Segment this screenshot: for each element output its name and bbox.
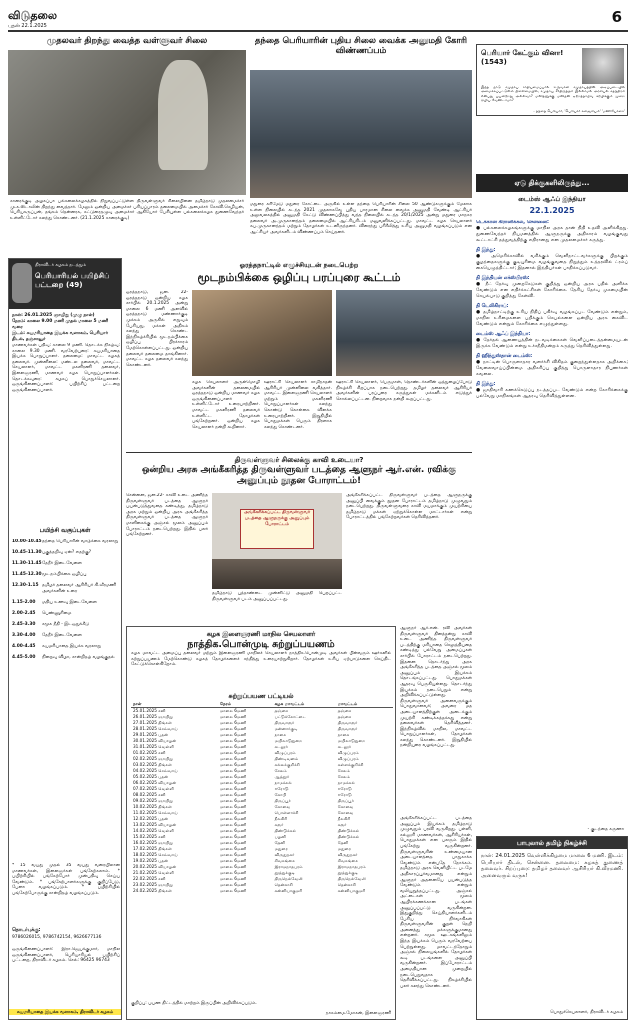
- photo-caption: தமிழ்நாடு புத்தாண்டை முன்னிட்டு அனுமதி பெறப்பட்ட திருவள்ளுவர் படம் அனுப்பப்பட்டது.: [212, 591, 342, 602]
- digest-item: [476, 220, 628, 244]
- tour-table: [131, 701, 393, 894]
- schedule-topic: தேநீர் இடைவேளை: [42, 633, 82, 638]
- schedule-time: 10.00-10.45: [12, 539, 42, 544]
- table-cell: 23.02.2025 ஞாயிறு: [133, 882, 173, 887]
- training-schedule: [12, 539, 120, 859]
- training-box: [8, 258, 122, 1020]
- schedule-row: [12, 600, 120, 606]
- table-cell: மாலை 6மணி: [219, 828, 247, 833]
- table-cell: நீலகிரி: [337, 816, 351, 821]
- table-cell: கடலூர்: [274, 744, 288, 749]
- schedule-title: பயிற்சி வகுப்புகள்: [39, 527, 91, 534]
- table-cell: மாலை 6மணி: [219, 804, 247, 809]
- table-cell: 25.01.2025 சனி: [133, 708, 166, 713]
- table-cell: தென்காசி: [274, 882, 293, 887]
- table-cell: 07.02.2025 வெள்ளி: [133, 786, 174, 791]
- table-cell: ஈரோடு: [274, 786, 289, 791]
- schedule-row: [12, 655, 120, 661]
- table-cell: மாலை 6மணி: [219, 876, 247, 881]
- table-cell: மாலை 6மணி: [219, 840, 247, 845]
- tour-signature: நாகம்மை.மோகன், இளைஞரணி: [325, 1011, 391, 1016]
- digest-item: [476, 332, 628, 350]
- table-cell: மாலை 6மணி: [219, 834, 247, 839]
- digest-source: டைம்ஸ் ஆஃப் இந்தியா:: [476, 332, 531, 337]
- table-cell: தஞ்சை: [274, 708, 289, 713]
- schedule-time: 2.00-2.45: [12, 611, 36, 616]
- table-cell: தேனி: [337, 840, 349, 845]
- table-cell: 24.02.2025 திங்கள்: [133, 888, 172, 893]
- table-cell: 21.02.2025 வெள்ளி: [133, 870, 174, 875]
- list-title: சுற்றுப்பயண பட்டியல்: [228, 692, 294, 700]
- table-cell: மாலை 6மணி: [219, 810, 247, 815]
- training-body: மாணவர்கள் பதிவு: காலை 9 மணி. தொடக்க நிகழ்வு: காலை 9.30 மணி. வரவேற்புரை: சுயமரியாதை இயக்க பொறுப்பாளர். தலைமை: மாவட்ட கழகத் தலைவர். முன்னிலை: மண்டல தலைவர், மாவட்ட செயலாளர், மாவட்ட மகளிரணி தலைவர், இளைஞரணி, மாணவர் கழக பொறுப்பாளர்கள். தொடக்கவுரை: கழகப் பொதுச்செயலாளர். ஒருங்கிணைப்பாளர்: பயிற்சிப் பட்டறை ஒருங்கிணைப்பாளர்.: [12, 343, 120, 393]
- table-cell: திருநெல்வேலி: [337, 876, 366, 881]
- schedule-time: 3.30-4.00: [12, 633, 36, 638]
- table-cell: திருவாரூர்: [274, 720, 295, 725]
- digest-date: 22.1.2025: [529, 206, 575, 215]
- training-meta: [12, 313, 120, 343]
- table-cell: மாலை 6மணி: [219, 738, 247, 743]
- schedule-time: 4.00-4.45: [12, 644, 36, 649]
- table-cell: விருதுநகர்: [274, 852, 295, 857]
- table-cell: கோபி: [274, 792, 287, 797]
- training-meta-line: நேரம்: காலை 9.00 மணி முதல் மாலை 5 மணி வரை: [12, 319, 109, 330]
- schedule-row: [12, 572, 120, 578]
- headline: முதலவர் திறந்து வைத்த வள்ளுவர் சிலை: [46, 36, 208, 46]
- table-cell: 05.02.2025 புதன்: [133, 774, 169, 779]
- table-cell: மாலை 6மணி: [219, 714, 247, 719]
- digest-text: ● பல்கலைக்கழகங்களுக்கு மாநில அரசு தான் நிதி உதவி அளிக்கிறது. துணைவேந்தர் நியமனத்தில் ஆளுநருக்கு அதிகாரம் வழங்குவது கூட்டாட்சி தத்துவத்திற்கு எதிரானது என முதலமைச்சர் கருத்து.: [476, 226, 628, 243]
- schedule-time: 4.45-5.00: [12, 655, 36, 660]
- table-row: [131, 888, 393, 894]
- table-cell: கடலூர்: [337, 744, 352, 749]
- table-cell: மாலை 6மணி: [219, 744, 247, 749]
- digest-source: தி ஹிந்துஸ்தான் டைம்ஸ்:: [476, 354, 533, 359]
- body-col-2: கழக செயலாளர் அருள்மொழி அவர்களின் தலைமையில் ஓரத்தநாடு ஒன்றிய மாணவர் கழக ஒருங்கிணைப்பாளர் உள்ளிட்டோர் உரையாற்றினர். மாவட்ட மகளிரணி தலைவர் உள்ளிட்ட தோழர்கள் பங்கேற்றனர். ஒன்றிய கழக செயலாளர் நன்றி கூறினார்.: [192, 380, 260, 430]
- organizers: ஒருங்கிணைப்பாளர்: இரா.ஜெயக்குமார், மாநில ஒருங்கிணைப்பாளர், பெரியாரியல் பயிற்சிப் பட்டறை, திராவிடர் கழகம். செல்: 96425 96743: [12, 947, 120, 964]
- schedule-topic: தந்தை பெரியாரின் வாழ்க்கை வரலாறு: [42, 539, 119, 544]
- table-cell: 19.02.2025 புதன்: [133, 858, 169, 863]
- event-body: நாள்: 24.01.2025 வெள்ளிக்கிழமை மாலை 6 மணி. இடம்: பெரியார் திடல், சென்னை. தலைமை: கழகத் துணைத் தலைவர். சிறப்புரை: தமிழர் தலைவர் ஆசிரியர் கி.வீரமணி. அனைவரும் வருக!: [481, 853, 623, 879]
- table-cell: விருதுநகர்: [337, 852, 358, 857]
- digest-source: தி டெலிகிராப்:: [476, 304, 509, 309]
- table-cell: நாமக்கல்: [274, 780, 292, 785]
- table-cell: மாலை 6மணி: [219, 864, 247, 869]
- periyar-portrait: [582, 48, 624, 84]
- contact-numbers: 9786026015, 9786742154, 9626677136: [12, 935, 102, 940]
- table-header-cell: நாள்: [131, 701, 218, 708]
- table-cell: 03.02.2025 திங்கள்: [133, 762, 172, 767]
- table-cell: இராமநாதபுரம்: [337, 864, 366, 869]
- table-cell: மாலை 6மணி: [219, 792, 247, 797]
- table-cell: ஈரோடு: [337, 786, 352, 791]
- schedule-topic: பெண்ணுரிமை: [42, 611, 72, 616]
- tour-footer: குறிப்பு: பயண திட்டத்தில் மாற்றம் இருப்பின் அறிவிக்கப்படும்.: [131, 1001, 257, 1007]
- digest-text: ● ஜாதிவாரி கணக்கெடுப்பு நடத்தப்பட வேண்டும் என்ற கோரிக்கைக்கு பல்வேறு மாநிலங்கள் ஆதரவு தெரிவித்துள்ளன.: [476, 388, 628, 399]
- table-cell: சேலம்: [337, 774, 350, 779]
- tour-intro: கழக மாவட்ட அமைப்பு தலைவர் மற்றும் இளைஞரணி மாநிலச் செயலாளர் நாத்திக.பொன்முடி அவர்கள் பின்வரும் ஊர்களில் சுற்றுப்பயணம் மேற்கொண்டு கழகத் தோழர்களைச் சந்தித்து உரையாற்றுகிறார். தோழர்கள் உரிய ஏற்பாடுகளை செய்திட கேட்டுக்கொள்கிறோம்.: [131, 651, 391, 668]
- table-cell: 29.01.2025 புதன்: [133, 732, 169, 737]
- petition-photo: [250, 70, 472, 198]
- table-cell: பட்டுக்கோட்டை: [274, 714, 306, 719]
- schedule-row: [12, 633, 120, 639]
- statue-photo: [8, 50, 246, 195]
- table-cell: தேனி: [274, 840, 286, 845]
- schedule-time: 11.45-12.30: [12, 572, 42, 577]
- meeting-photo-1: [192, 290, 332, 376]
- table-cell: திருநெல்வேலி: [274, 876, 303, 881]
- table-cell: திருப்பூர்: [274, 798, 291, 803]
- training-org: திராவிடர் கழகம் நடத்தும்: [35, 263, 86, 268]
- article-periyar-statue: [250, 36, 472, 258]
- continuation-column: [400, 626, 472, 1020]
- table-cell: 10.02.2025 திங்கள்: [133, 804, 172, 809]
- table-header-cell: கழக மாவட்டம்: [273, 701, 336, 708]
- table-cell: 04.02.2025 செவ்வாய்: [133, 768, 178, 773]
- table-cell: மாலை 6மணி: [219, 852, 247, 857]
- table-cell: மயிலாடுதுறை: [274, 738, 303, 743]
- schedule-topic: சுயமரியாதை இயக்க வரலாறு: [42, 644, 101, 649]
- digest-text: ● அமெரிக்காவில் வசிக்கும் வெளிநாட்டவர்களுக்கு பிறக்கும் குழந்தைகளுக்கு குடியுரிமை வழங்குவதை நிறுத்தும் உத்தரவில் ட்ரம்ப் கையெழுத்திட்டார்; இதனால் இந்தியர்கள் பாதிக்கப்படுவர்.: [476, 254, 628, 271]
- digest-item: [476, 248, 628, 272]
- table-cell: 11.02.2025 செவ்வாய்: [133, 810, 178, 815]
- table-cell: மாலை 6மணி: [219, 822, 247, 827]
- kicker: திருவள்ளுவர் சிலைக்கு காவி உடையா?: [234, 456, 364, 464]
- digest-banner: [476, 174, 628, 192]
- digest-source: டெக்கான் கிரானிக்கல், சென்னை:: [476, 220, 549, 225]
- table-cell: தென்காசி: [337, 882, 356, 887]
- table-cell: 06.02.2025 வியாழன்: [133, 780, 177, 785]
- schedule-time: 10.45-11.30: [12, 550, 42, 555]
- table-cell: மதுரை: [274, 846, 288, 851]
- article-valluvar-statue: [8, 36, 246, 258]
- digest-item: [476, 354, 628, 378]
- table-cell: விழுப்புரம்: [337, 756, 359, 761]
- table-cell: 01.02.2025 சனி: [133, 750, 166, 755]
- table-cell: 27.01.2025 திங்கள்: [133, 720, 172, 725]
- schedule-topic: பகுத்தறிவு ஏன்? எதற்கு?: [42, 550, 92, 555]
- body-col-2: அங்கீகரிக்கப்பட்ட திருவள்ளுவர் படத்தை ஆளுநருக்கு அனுப்பி வைக்கும் நூதன போராட்டம் தமிழ்நாடு முழுவதும் நடைபெற்றது. திருவள்ளுவரை காவி மயமாக்கும் முயற்சியை தமிழ்நாடு மக்கள் ஏற்றுக்கொள்ள மாட்டார்கள் என்று போராட்டத்தில் பங்கேற்றவர்கள் தெரிவித்தனர்.: [346, 493, 472, 521]
- schedule-row: [12, 550, 120, 556]
- table-cell: கல்லக்குறிச்சி: [274, 762, 300, 767]
- quote-title: பெரியார் கேட்கும் வினா! (1543): [481, 49, 564, 66]
- kicker: ஓரத்தநாட்டில் எழுச்சியுடன் நடைபெற்ற: [239, 261, 359, 269]
- protest-banner: அங்கீகரிக்கப்பட்ட திருவள்ளுவர் படத்தை ஆளுநருக்கு அனுப்பும் போராட்டம்: [240, 509, 314, 549]
- table-cell: 02.02.2025 ஞாயிறு: [133, 756, 173, 761]
- table-cell: சிவகங்கை: [274, 858, 295, 863]
- digest-heading: டைம்ஸ் ஆஃப் இந்தியா: [518, 196, 586, 203]
- training-notes: * 15 வயது முதல் 35 வயது வரையிலான மாணவர்கள், இளைஞர்கள் பங்கேற்கலாம். * பயிற்சியில் பங்கேற்போர் முன்பதிவு செய்ய வேண்டும். * பங்கேற்பாளர்களுக்கு குறிப்பேடு, பேனா வழங்கப்படும். * பயிற்சியில் பங்கேற்போருக்கு சான்றிதழ் வழங்கப்படும்.: [12, 863, 120, 896]
- table-cell: திண்டுக்கல்: [274, 828, 296, 833]
- quote-body: இந்த நாடு சமுதாய சாதியமைப்பால் உருவான சமுதாயத்தின் அடிப்படையில் அமைக்கப்பட்டுள்ள நிலைமையில், சமுதாய சீர்திருத்தம் இல்லாமல் அரசியல் சுதந்திரம் என்பது பயனற்றது அல்லவா? மனிதனுக்கு மனிதன் ஏற்றத்தாழ்வு கற்பிக்கும் முறை ஒழிய வேண்டாமா?: [481, 85, 625, 103]
- digest-list: [476, 220, 628, 820]
- body: மதுரை கரிமேடு மதுரை கோட்டை அருகில் உள்ள தந்தை பெரியாரின் சிலை 50 ஆண்டுகளுக்கும் மேலாக உள்ள நிலையில் கடந்த 2021 முதலாகவே புதிய பாரமான சிலை வைக்க அனுமதி வேண்டி ஆட்சியர் அலுவலகத்தில் அனுமதி கேட்டு விண்ணப்பித்து வந்த நிலையில் கடந்த 20/1/2025 அன்று மதுரை மாநகர தலைவர் அ.முருகானந்தம் தலைமையில் ஆட்சியரிடம் மனுவளிக்கப்பட்டது. மாவட்ட கழக செயலாளர் சுப.முருகானந்தம் மற்றும் தோழர்கள் உடனிருந்தனர். விரைந்து பரிசீலித்து உரிய அனுமதி வழங்கப்படும் என ஆட்சியர் அவர்களிடம் விண்ணப்பம் செய்தனர்.: [250, 202, 472, 235]
- table-cell: விழுப்புரம்: [274, 750, 296, 755]
- table-cell: தஞ்சை: [337, 708, 352, 713]
- digest-source: தி இந்தியன் எக்ஸ்பிரஸ்:: [476, 276, 530, 281]
- digest-signature: - குடந்தை கருணா: [587, 827, 624, 832]
- table-cell: கன்னியாகுமரி: [274, 888, 303, 893]
- table-cell: மாலை 6மணி: [219, 732, 247, 737]
- table-cell: மாலை 6மணி: [219, 708, 247, 713]
- meeting-photo-2: [336, 290, 472, 376]
- schedule-row: [12, 611, 120, 617]
- table-cell: திண்டிவனம்: [274, 756, 299, 761]
- tour-title: நாத்திக.பொன்முடி சுற்றுப்பயணம்: [187, 639, 335, 650]
- event-signature: பொதுச்செயலாளர், திராவிடர் கழகம்: [550, 1010, 623, 1015]
- table-cell: 09.02.2025 ஞாயிறு: [133, 798, 173, 803]
- digest-item: [476, 276, 628, 300]
- table-cell: சேலம்: [337, 768, 350, 773]
- table-cell: கோவை: [274, 804, 291, 809]
- table-cell: திருவாரூர்: [337, 726, 358, 731]
- table-cell: 15.02.2025 சனி: [133, 834, 166, 839]
- table-cell: 30.01.2025 வியாழன்: [133, 738, 177, 743]
- table-cell: தஞ்சை: [337, 714, 352, 719]
- body-col-1: சென்னை, ஜன.22- காவி உடை அணிந்த திருவள்ளுவர் படத்தை ஆளுநர் பயன்படுத்துவதை கண்டித்து, தமிழ்நாடு அரசு மற்றும் ஒன்றிய அரசு அங்கீகரித்த திருவள்ளுவர் படத்தை ஆளுநர் மாளிகைக்கு அஞ்சல் மூலம் அனுப்பும் போராட்டம் நடைபெற்றது. இதில் பலர் பங்கேற்றனர்.: [126, 493, 208, 538]
- quote-box: [476, 44, 628, 116]
- page-number: 6: [611, 8, 622, 26]
- headline: தந்தை பெரியாரின் புதிய சிலை வைக்க அனுமதி கோரி விண்ணப்பம்: [254, 36, 467, 56]
- digest-text: ● நீட் தேர்வு முறைகேடுகள் குறித்து ஒன்றிய அரசு பதில் அளிக்க வேண்டும் என எதிர்க்கட்சிகள் கோரிக்கை. தேசிய தேர்வு முகமையின் செயல்பாடு குறித்து கேள்வி.: [476, 282, 628, 299]
- schedule-row: [12, 583, 120, 595]
- statue-figure: [158, 60, 208, 170]
- training-signature: சுயமரியாதை இயக்க வளாகம், திராவிடர் கழகம்: [9, 1009, 121, 1015]
- table-cell: நீலகிரி: [274, 816, 288, 821]
- table-cell: மாலை 6மணி: [219, 786, 247, 791]
- table-cell: கோவை: [337, 804, 354, 809]
- table-cell: கன்னியாகுமரி: [337, 888, 366, 893]
- table-cell: மாலை 6மணி: [219, 816, 247, 821]
- table-cell: 18.02.2025 செவ்வாய்: [133, 852, 178, 857]
- table-cell: 16.02.2025 ஞாயிறு: [133, 840, 173, 845]
- digest-item: [476, 304, 628, 328]
- issue-date: புதன் 22.1.2025: [8, 23, 47, 29]
- protest-photo: [212, 493, 342, 589]
- table-cell: நாகை: [337, 732, 350, 737]
- article-superstition: [126, 260, 472, 450]
- table-cell: கள்ளக்குறிச்சி: [337, 762, 364, 767]
- table-cell: 28.01.2025 செவ்வாய்: [133, 726, 178, 731]
- table-cell: 12.02.2025 புதன்: [133, 816, 169, 821]
- table-cell: சிவகங்கை: [337, 858, 359, 863]
- tour-kicker: கழக இளைஞரணி மாநில செயலாளர்: [206, 630, 316, 638]
- body-col-1: ஓரத்தநாடு, ஜன. 22- ஓரத்தநாடு ஒன்றிய கழக சார்பில் 20.1.2025 அன்று மாலை 6 மணி அளவில் ஓரத்தநாடு மண்ணார்குடி முக்கம் அருகில் எதுவும் பேசியது, மக்கள் அதிகம் கலந்து கொண்ட இந்நிகழ்ச்சியில் மூடநம்பிக்கை ஒழிப்பு பிரச்சாரம் மேற்கொள்ளப்பட்டது. ஒன்றிய தலைவர் தலைமை தாங்கினார். மாவட்ட கழக தலைவர் கலந்து கொண்டனர்.: [126, 290, 188, 368]
- tour-box: [126, 626, 396, 1020]
- table-cell: மாலை 6மணி: [219, 726, 247, 731]
- schedule-row: [12, 561, 120, 567]
- table-cell: சேலம்: [274, 768, 287, 773]
- table-cell: மாலை 6மணி: [219, 762, 247, 767]
- training-header: [9, 259, 121, 309]
- table-cell: கரூர்: [274, 822, 284, 827]
- table-header-cell: மாவட்டம்: [336, 701, 393, 708]
- headline: ஒன்றிய அரசு அங்கீகரித்த திருவள்ளுவர் படத்தை ஆளுநர் ஆர்.என். ரவிக்கு அனுப்பும் நூதன போராட்டம்!: [142, 465, 456, 486]
- schedule-topic: தமிழர் தலைவர் ஆசிரியர் கி.வீரமணி அவர்களின் உரை: [42, 583, 117, 594]
- digest-source: தி இந்து:: [476, 382, 496, 387]
- digest-text: ● தேர்தல் ஆணையத்தின் நடவடிக்கைகள் வெளிப்படைத்தன்மையுடன் இருக்க வேண்டும் என்று உச்சநீதிமன்றம் கருத்து தெரிவித்துள்ளது.: [476, 338, 628, 349]
- table-cell: திருவாரூர்: [337, 720, 358, 725]
- caption: காரைக்குடி அழகப்பா பல்கலைக்கழகத்தில் நிறுவப்பட்டுள்ள திருவள்ளுவர் சிலையினை தமிழ்நாடு முதலமைச்சர் மு.க.ஸ்டாலின் திறந்து வைத்தார். மேலும் ஒன்றிய அமைச்சர் பசியப்பாரம் தலைமையில் அமைச்சர் கோவி.செழியன், பெரியகருப்பன், தங்கம் தென்னரசு, கட்டுரைதழுவு அமைச்சர் ஆகியோர் பேசியுள்ள பல்கலைக்கழக துணைவேந்தர் உள்ளிட்டோர் கலந்து கொண்டனர். (21.1.2025 காரைக்குடி): [10, 199, 244, 221]
- schedule-topic: மதிய உணவு இடைவேளை: [42, 600, 97, 605]
- article-valluvar-protest: [126, 452, 472, 624]
- table-cell: பழனி: [274, 834, 287, 839]
- digest-source: தி இந்து:: [476, 248, 496, 253]
- sidebar: [476, 36, 628, 1020]
- table-cell: 31.01.2025 வெள்ளி: [133, 744, 174, 749]
- schedule-topic: தேநீர் இடைவேளை: [42, 561, 82, 566]
- table-cell: 17.02.2025 திங்கள்: [133, 846, 172, 851]
- table-cell: மாலை 6மணி: [219, 768, 247, 773]
- table-cell: நாமக்கல்: [337, 780, 355, 785]
- schedule-topic: நிறைவு விழா, சான்றிதழ் வழங்குதல்: [42, 655, 115, 660]
- table-cell: மாலை 6மணி: [219, 750, 247, 755]
- table-cell: இராமநாதபுரம்: [274, 864, 303, 869]
- table-cell: மாலை 6மணி: [219, 882, 247, 887]
- table-cell: 14.02.2025 வெள்ளி: [133, 828, 174, 833]
- table-cell: 13.02.2025 வியாழன்: [133, 822, 177, 827]
- table-cell: மயிலாடுதுறை: [337, 738, 366, 743]
- table-cell: மாலை 6மணி: [219, 870, 247, 875]
- table-cell: திருப்பூர்: [337, 798, 354, 803]
- paper-name: விடுதலை: [8, 9, 58, 22]
- table-cell: மாலை 6மணி: [219, 888, 247, 893]
- event-title: பாபுலால் தமிழ் நிகழ்ச்சி: [477, 837, 627, 849]
- table-cell: மாலை 6மணி: [219, 858, 247, 863]
- body-col-3: ஊராட்சி செயலாளர் சாமிநாதன் ஆசிரியர் முன்னிலை வகித்தார். மாவட்ட இளைஞரணி செயலாளர் மற்றும் மகளிரணி பொறுப்பாளர்கள் கலந்து கொண்டு கொள்கை விளக்க உரையாற்றினர். இறுதியில் பொதுமக்கள் பெரும் திரளாக கலந்து கொண்டனர்.: [264, 380, 332, 430]
- schedule-topic: மூடநம்பிக்கை ஒழிப்பு: [42, 572, 87, 577]
- table-cell: தூத்துக்குடி: [337, 870, 359, 875]
- digest-item: [476, 382, 628, 400]
- body-col-3: ஆளுநர் ஆர்.என். ரவி அவர்கள் திருவள்ளுவர் தினத்தன்று காவி உடை அணிந்த திருவள்ளுவர் படத்திற்கு மரியாதை செலுத்தியதை கண்டித்து பல்வேறு அமைப்புகள் சார்பில் போராட்டம் நடைபெற்றது. இதனை தொடர்ந்து அரசு அங்கீகரித்த படத்தை அஞ்சல் மூலம் அனுப்பும் இயக்கம் தொடங்கப்பட்டது. பொதுமக்கள் ஆதரவு பெருகியுள்ளது. தொடர்ந்து இயக்கம் நடைபெறும் என்று அறிவிக்கப்பட்டுள்ளது. திருவள்ளுவர் அனைவருக்கும் பொதுவானவர்; அவரை மத அடையாளத்திற்குள் அடைக்கும் முயற்சி கண்டிக்கத்தக்கது என்று தலைவர்கள் தெரிவித்தனர். இந்நிகழ்வில் மாநில, மாவட்ட பொறுப்பாளர்கள், தோழர்கள் கலந்து கொண்டனர். இறுதியில் நன்றியுரை வழங்கப்பட்டது.: [400, 626, 472, 749]
- training-title: பெரியாரியல் பயிற்சிப் பட்டறை (49): [35, 271, 110, 289]
- table-cell: 22.02.2025 சனி: [133, 876, 166, 881]
- emblem: [12, 263, 32, 303]
- schedule-row: [12, 644, 120, 650]
- table-cell: 20.02.2025 வியாழன்: [133, 864, 177, 869]
- table-cell: 08.02.2025 சனி: [133, 792, 166, 797]
- table-cell: மாலை 6மணி: [219, 756, 247, 761]
- digest-text: ● நாட்டின் பொருளாதார வளர்ச்சி விகிதம் குறைந்துள்ளதாக அறிக்கை; வேலைவாய்ப்பின்மை அதிகரிப்பு குறித்து பொருளாதார நிபுணர்கள் கவலை.: [476, 360, 628, 377]
- table-cell: மன்னார்குடி: [274, 726, 298, 731]
- table-cell: மாலை 6மணி: [219, 846, 247, 851]
- contact-title: தொடர்புக்கு:: [12, 928, 41, 933]
- table-cell: திண்டுக்கல்: [337, 834, 360, 839]
- digest-title: ஏடு திக்குகளிலிருந்து...: [514, 179, 590, 187]
- table-cell: ஆத்தூர்: [274, 774, 290, 779]
- table-cell: திண்டுக்கல்: [337, 828, 360, 833]
- table-cell: மதுரை: [337, 846, 351, 851]
- digest-text: ● தமிழ்நாட்டிற்கு உரிய நிதிப் பகிர்வு வழங்கப்பட வேண்டும் என்றும், மாநில உரிமைகளை பறிக்கும் செயல்களை ஒன்றிய அரசு கைவிட வேண்டும் என்றும் கோரிக்கை எழுந்துள்ளது.: [476, 310, 628, 327]
- table-cell: 26.01.2025 ஞாயிறு: [133, 714, 173, 719]
- headline: மூடநம்பிக்கை ஒழிப்பு பரப்புரை கூட்டம்: [197, 271, 401, 284]
- body-col-4: ஊராட்சி செயலாளர், பெருமாள், தொண்டர்களின் ஒத்துழைப்போடு நிகழ்ச்சி சிறப்பாக நடைபெற்றது. தமிழர் தலைவர் ஆசிரியர் அவர்களின் பரப்புரை கருத்துகள் மக்களிடம் எடுத்துச் சொல்லப்பட்டன. நிறைவாக நன்றி கூறப்பட்டது.: [336, 380, 472, 402]
- schedule-time: 11.30-11.45: [12, 561, 42, 566]
- protest-crowd: [212, 559, 342, 589]
- table-cell: கரூர்: [337, 822, 347, 827]
- table-cell: தூத்துக்குடி: [274, 870, 296, 875]
- training-meta-line: நாள்: 26.01.2025 ஞாயிறு (முழு நாள்): [12, 313, 95, 318]
- table-cell: மாலை 6மணி: [219, 720, 247, 725]
- table-cell: ஈரோடு: [337, 792, 352, 797]
- schedule-row: [12, 539, 120, 545]
- table-cell: நாகை: [274, 732, 287, 737]
- table-cell: மாலை 6மணி: [219, 774, 247, 779]
- schedule-row: [12, 622, 120, 628]
- body-continued: அங்கீகரிக்கப்பட்ட படத்தை அனுப்பும் இயக்கம் தமிழ்நாடு முழுவதும் பரவி வருகிறது. பள்ளி, கல்லூரி மாணவர்கள், ஆசிரியர்கள், பொதுமக்கள் என பலரும் இதில் பங்கேற்று வருகின்றனர். திருவள்ளுவரின் உண்மையான அடையாளத்தை பாதுகாக்க வேண்டும் என்பதே நோக்கம். தமிழ்நாடு அரசு வெளியிட்ட படமே அதிகாரப்பூர்வமானது என்றும் ஆளுநர் அதனையே பயன்படுத்த வேண்டும் என்றும் வலியுறுத்தப்பட்டது. அஞ்சல் அட்டைகள் மூலம் ஆயிரக்கணக்கான படங்கள் அனுப்பப்பட்டு வருகின்றன. இதுகுறித்து செய்தியாளர்களிடம் பேசிய நிர்வாகிகள் திருவள்ளுவரின் குறள் நெறி அனைத்து மக்களுக்குமானது என்றனர். சமூக ஊடகங்களிலும் இந்த இயக்கம் பெரும் வரவேற்பை பெற்றுள்ளது. மாவட்டந்தோறும் அஞ்சல் நிலையங்களில் தோழர்கள் கூடி படங்களை அனுப்பி வருகின்றனர். இப்போராட்டம் அமைதியான முறையில் நடைபெறுவதாக தெரிவிக்கப்பட்டது. நிகழ்ச்சியில் பலர் கலந்து கொண்டனர்.: [400, 816, 472, 989]
- schedule-time: 1.15-2.00: [12, 600, 36, 605]
- table-cell: மாலை 6மணி: [219, 780, 247, 785]
- quote-attribution: - தந்தை பெரியார், 'பெரியார் களஞ்சியம்' 'மணியோசை': [533, 109, 625, 113]
- event-box: [476, 836, 628, 1020]
- table-cell: விழுப்புரம்: [337, 750, 359, 755]
- masthead: [8, 6, 628, 32]
- table-cell: கோவை: [337, 810, 354, 815]
- table-header-cell: நேரம்: [218, 701, 273, 708]
- table-cell: பொள்ளாச்சி: [274, 810, 299, 815]
- table-cell: மாலை 6மணி: [219, 798, 247, 803]
- training-meta-line: இடம்: சுயமரியாதை இயக்க வளாகம், பெரியார் திடல், தஞ்சாவூர்: [12, 331, 108, 342]
- schedule-time: 2.45-3.30: [12, 622, 36, 627]
- schedule-topic: சமூக நீதி - இடஒதுக்கீடு: [42, 622, 90, 627]
- schedule-time: 12.30-1.15: [12, 583, 39, 588]
